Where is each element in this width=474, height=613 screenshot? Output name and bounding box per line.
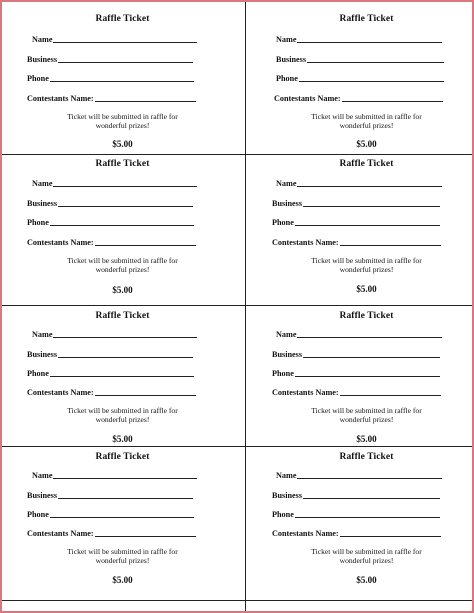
- name-field[interactable]: [32, 330, 197, 339]
- ticket-price: $5.00: [356, 575, 377, 585]
- phone-label: Phone: [272, 510, 294, 519]
- business-label: Business: [27, 491, 58, 500]
- ticket-title: Raffle Ticket: [95, 311, 150, 321]
- ticket-title: Raffle Ticket: [95, 452, 150, 462]
- note-line-2: wonderful prizes!: [95, 415, 150, 425]
- phone-field[interactable]: [272, 218, 440, 227]
- row-divider-4: [2, 600, 472, 601]
- phone-field[interactable]: [272, 510, 440, 519]
- raffle-note: [246, 112, 474, 130]
- ticket-title: Raffle Ticket: [339, 159, 394, 169]
- raffle-note: [2, 547, 243, 565]
- ticket-price: $5.00: [356, 434, 377, 444]
- note-line-1: Ticket will be submitted in raffle for: [67, 547, 178, 556]
- raffle-ticket: [246, 306, 474, 456]
- contestants-line: [95, 395, 196, 396]
- contestants-name-field[interactable]: [272, 388, 441, 397]
- business-field[interactable]: [27, 350, 193, 359]
- ticket-price: $5.00: [112, 434, 133, 444]
- phone-line: [50, 376, 194, 377]
- name-label: Name: [276, 330, 297, 339]
- contestants-line: [340, 536, 441, 537]
- contestants-label: Contestants Name:: [27, 529, 94, 538]
- business-field[interactable]: [27, 55, 193, 64]
- raffle-ticket: [246, 2, 474, 152]
- name-line: [53, 478, 197, 479]
- phone-line: [295, 225, 440, 226]
- name-label: Name: [32, 471, 53, 480]
- name-field[interactable]: [32, 35, 197, 44]
- name-line: [297, 337, 442, 338]
- contestants-label: Contestants Name:: [272, 238, 339, 247]
- name-label: Name: [32, 35, 53, 44]
- phone-label: Phone: [276, 74, 298, 83]
- contestants-line: [95, 245, 196, 246]
- business-label: Business: [27, 199, 58, 208]
- note-line-2: wonderful prizes!: [95, 121, 150, 131]
- note-line-2: wonderful prizes!: [339, 556, 394, 566]
- contestants-label: Contestants Name:: [27, 388, 94, 397]
- contestants-name-field[interactable]: [272, 238, 441, 247]
- note-line-2: wonderful prizes!: [339, 415, 394, 425]
- name-label: Name: [276, 471, 297, 480]
- contestants-line: [95, 101, 196, 102]
- contestants-name-field[interactable]: [27, 529, 196, 538]
- raffle-note: [2, 256, 243, 274]
- raffle-note: [246, 547, 474, 565]
- business-line: [303, 206, 440, 207]
- name-label: Name: [32, 330, 53, 339]
- phone-line: [299, 81, 444, 82]
- note-line-1: Ticket will be submitted in raffle for: [67, 112, 178, 121]
- contestants-label: Contestants Name:: [272, 388, 339, 397]
- raffle-note: [246, 406, 474, 424]
- phone-line: [295, 517, 440, 518]
- contestants-line: [340, 245, 441, 246]
- contestants-line: [340, 395, 441, 396]
- note-line-2: wonderful prizes!: [339, 265, 394, 275]
- contestants-name-field[interactable]: [272, 529, 441, 538]
- business-field[interactable]: [272, 350, 440, 359]
- name-field[interactable]: [276, 35, 442, 44]
- phone-line: [50, 517, 194, 518]
- business-label: Business: [272, 350, 303, 359]
- phone-field[interactable]: [27, 369, 194, 378]
- contestants-line: [95, 536, 196, 537]
- ticket-title: Raffle Ticket: [339, 452, 394, 462]
- phone-line: [50, 81, 194, 82]
- business-field[interactable]: [27, 491, 193, 500]
- ticket-grid: [2, 2, 472, 611]
- ticket-price: $5.00: [112, 285, 133, 295]
- phone-line: [50, 225, 194, 226]
- name-line: [297, 186, 442, 187]
- contestants-name-field[interactable]: [27, 238, 196, 247]
- business-field[interactable]: [27, 199, 193, 208]
- name-line: [297, 42, 442, 43]
- name-label: Name: [276, 179, 297, 188]
- note-line-1: Ticket will be submitted in raffle for: [311, 112, 422, 121]
- business-line: [303, 498, 440, 499]
- business-field[interactable]: [272, 199, 440, 208]
- phone-label: Phone: [272, 369, 294, 378]
- name-label: Name: [32, 179, 53, 188]
- contestants-label: Contestants Name:: [27, 238, 94, 247]
- name-line: [297, 478, 442, 479]
- contestants-label: Contestants Name:: [274, 94, 341, 103]
- business-label: Business: [272, 491, 303, 500]
- phone-field[interactable]: [27, 510, 194, 519]
- contestants-line: [342, 101, 443, 102]
- name-field[interactable]: [276, 179, 442, 188]
- name-field[interactable]: [276, 330, 442, 339]
- ticket-price: $5.00: [112, 139, 133, 149]
- ticket-title: Raffle Ticket: [95, 14, 150, 24]
- raffle-note: [246, 256, 474, 274]
- name-field[interactable]: [32, 471, 197, 480]
- raffle-ticket: [246, 447, 474, 597]
- business-label: Business: [276, 55, 307, 64]
- raffle-note: [2, 112, 243, 130]
- business-label: Business: [27, 55, 58, 64]
- contestants-name-field[interactable]: [27, 388, 196, 397]
- ticket-title: Raffle Ticket: [339, 14, 394, 24]
- phone-label: Phone: [27, 510, 49, 519]
- business-label: Business: [272, 199, 303, 208]
- note-line-2: wonderful prizes!: [339, 121, 394, 131]
- note-line-1: Ticket will be submitted in raffle for: [311, 547, 422, 556]
- name-field[interactable]: [32, 179, 197, 188]
- note-line-1: Ticket will be submitted in raffle for: [311, 256, 422, 265]
- business-field[interactable]: [276, 55, 444, 64]
- name-line: [53, 337, 197, 338]
- business-line: [307, 62, 444, 63]
- phone-line: [295, 376, 440, 377]
- business-field[interactable]: [272, 491, 440, 500]
- contestants-label: Contestants Name:: [27, 94, 94, 103]
- business-line: [58, 62, 193, 63]
- phone-label: Phone: [27, 369, 49, 378]
- business-line: [58, 357, 193, 358]
- name-line: [53, 42, 197, 43]
- phone-field[interactable]: [27, 74, 194, 83]
- ticket-title: Raffle Ticket: [95, 159, 150, 169]
- name-field[interactable]: [276, 471, 442, 480]
- phone-field[interactable]: [272, 369, 440, 378]
- raffle-ticket: [2, 2, 243, 152]
- name-label: Name: [276, 35, 297, 44]
- ticket-price: $5.00: [356, 284, 377, 294]
- business-label: Business: [27, 350, 58, 359]
- note-line-2: wonderful prizes!: [95, 265, 150, 275]
- ticket-price: $5.00: [356, 139, 377, 149]
- business-line: [58, 206, 193, 207]
- phone-label: Phone: [27, 218, 49, 227]
- contestants-label: Contestants Name:: [272, 529, 339, 538]
- ticket-price: $5.00: [112, 575, 133, 585]
- note-line-1: Ticket will be submitted in raffle for: [311, 406, 422, 415]
- raffle-ticket: [246, 155, 474, 305]
- raffle-ticket: [2, 447, 243, 597]
- phone-label: Phone: [272, 218, 294, 227]
- contestants-name-field[interactable]: [27, 94, 196, 103]
- raffle-note: [2, 406, 243, 424]
- phone-field[interactable]: [27, 218, 194, 227]
- business-line: [58, 498, 193, 499]
- name-line: [53, 186, 197, 187]
- ticket-title: Raffle Ticket: [339, 311, 394, 321]
- phone-field[interactable]: [276, 74, 444, 83]
- note-line-1: Ticket will be submitted in raffle for: [67, 256, 178, 265]
- raffle-ticket: [2, 306, 243, 456]
- phone-label: Phone: [27, 74, 49, 83]
- raffle-ticket: [2, 155, 243, 305]
- note-line-2: wonderful prizes!: [95, 556, 150, 566]
- business-line: [303, 357, 440, 358]
- note-line-1: Ticket will be submitted in raffle for: [67, 406, 178, 415]
- contestants-name-field[interactable]: [274, 94, 443, 103]
